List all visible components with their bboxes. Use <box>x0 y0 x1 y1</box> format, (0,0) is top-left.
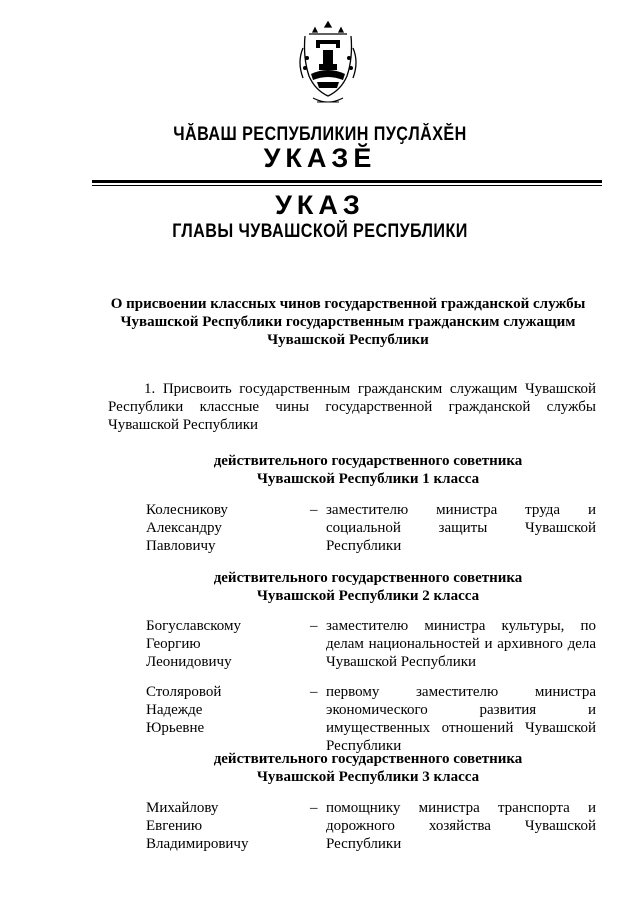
person-patronymic: Юрьевне <box>146 720 205 736</box>
person-position: заместителю министра культуры, по делам национальностей и архивного дела Чувашской Республики <box>326 618 596 670</box>
divider-thick <box>92 180 602 183</box>
person-surname: Богуславскому <box>146 618 241 634</box>
person-first-name: Александру <box>146 520 222 536</box>
header-chuvash-line: ЧӐВАШ РЕСПУБЛИКИН ПУҪЛӐХӖН <box>173 124 467 145</box>
chuvash-emblem-icon <box>293 18 363 110</box>
dash-separator: – <box>310 800 318 816</box>
rank-heading-1 <box>140 452 596 488</box>
dash-separator: – <box>310 684 318 700</box>
person-surname: Михайлову <box>146 800 219 816</box>
person-patronymic: Владимировичу <box>146 836 249 852</box>
dash-separator: – <box>310 502 318 518</box>
rank-heading-line2: Чувашской Республики 3 класса <box>256 769 480 785</box>
rank-heading-line2: Чувашской Республики 2 класса <box>256 588 480 604</box>
header-russian-title: УКАЗ <box>275 190 365 220</box>
person-patronymic: Леонидовичу <box>146 654 232 670</box>
person-first-name: Надежде <box>146 702 203 718</box>
person-first-name: Георгию <box>146 636 201 652</box>
rank-heading-line1: действительного государственного советника <box>213 570 523 586</box>
person-surname: Колесникову <box>146 502 228 518</box>
header-russian-line: ГЛАВЫ ЧУВАШСКОЙ РЕСПУБЛИКИ <box>172 221 468 242</box>
rank-heading-2 <box>140 569 596 605</box>
divider-thin <box>92 185 602 186</box>
person-position: заместителю министра труда и социальной защиты Чувашской Республики <box>326 502 596 554</box>
person-name <box>146 617 296 671</box>
paragraph-1: 1. Присвоить государственным гражданским служащим Чувашской Республики классные чины государственной гражданской службы Чувашской Республики <box>108 381 596 433</box>
person-name <box>146 799 296 853</box>
rank-heading-line2: Чувашской Республики 1 класса <box>256 471 480 487</box>
person-name <box>146 501 296 555</box>
rank-heading-3 <box>140 750 596 786</box>
person-position: помощнику министра транспорта и дорожного хозяйства Чувашской Республики <box>326 800 596 852</box>
person-position: первому заместителю министра экономического развития и имущественных отношений Чувашской Республики <box>326 684 596 754</box>
person-first-name: Евгению <box>146 818 203 834</box>
person-surname: Столяровой <box>146 684 222 700</box>
dash-separator: – <box>310 618 318 634</box>
person-name <box>146 683 296 737</box>
decree-subject: О присвоении классных чинов государственной гражданской службы Чувашской Республики государственным гражданским служащим Чувашской Республики <box>110 296 586 348</box>
header-chuvash-title: УКАЗӖ <box>263 143 377 173</box>
person-patronymic: Павловичу <box>146 538 216 554</box>
rank-heading-line1: действительного государственного советника <box>213 751 523 767</box>
rank-heading-line1: действительного государственного советника <box>213 453 523 469</box>
